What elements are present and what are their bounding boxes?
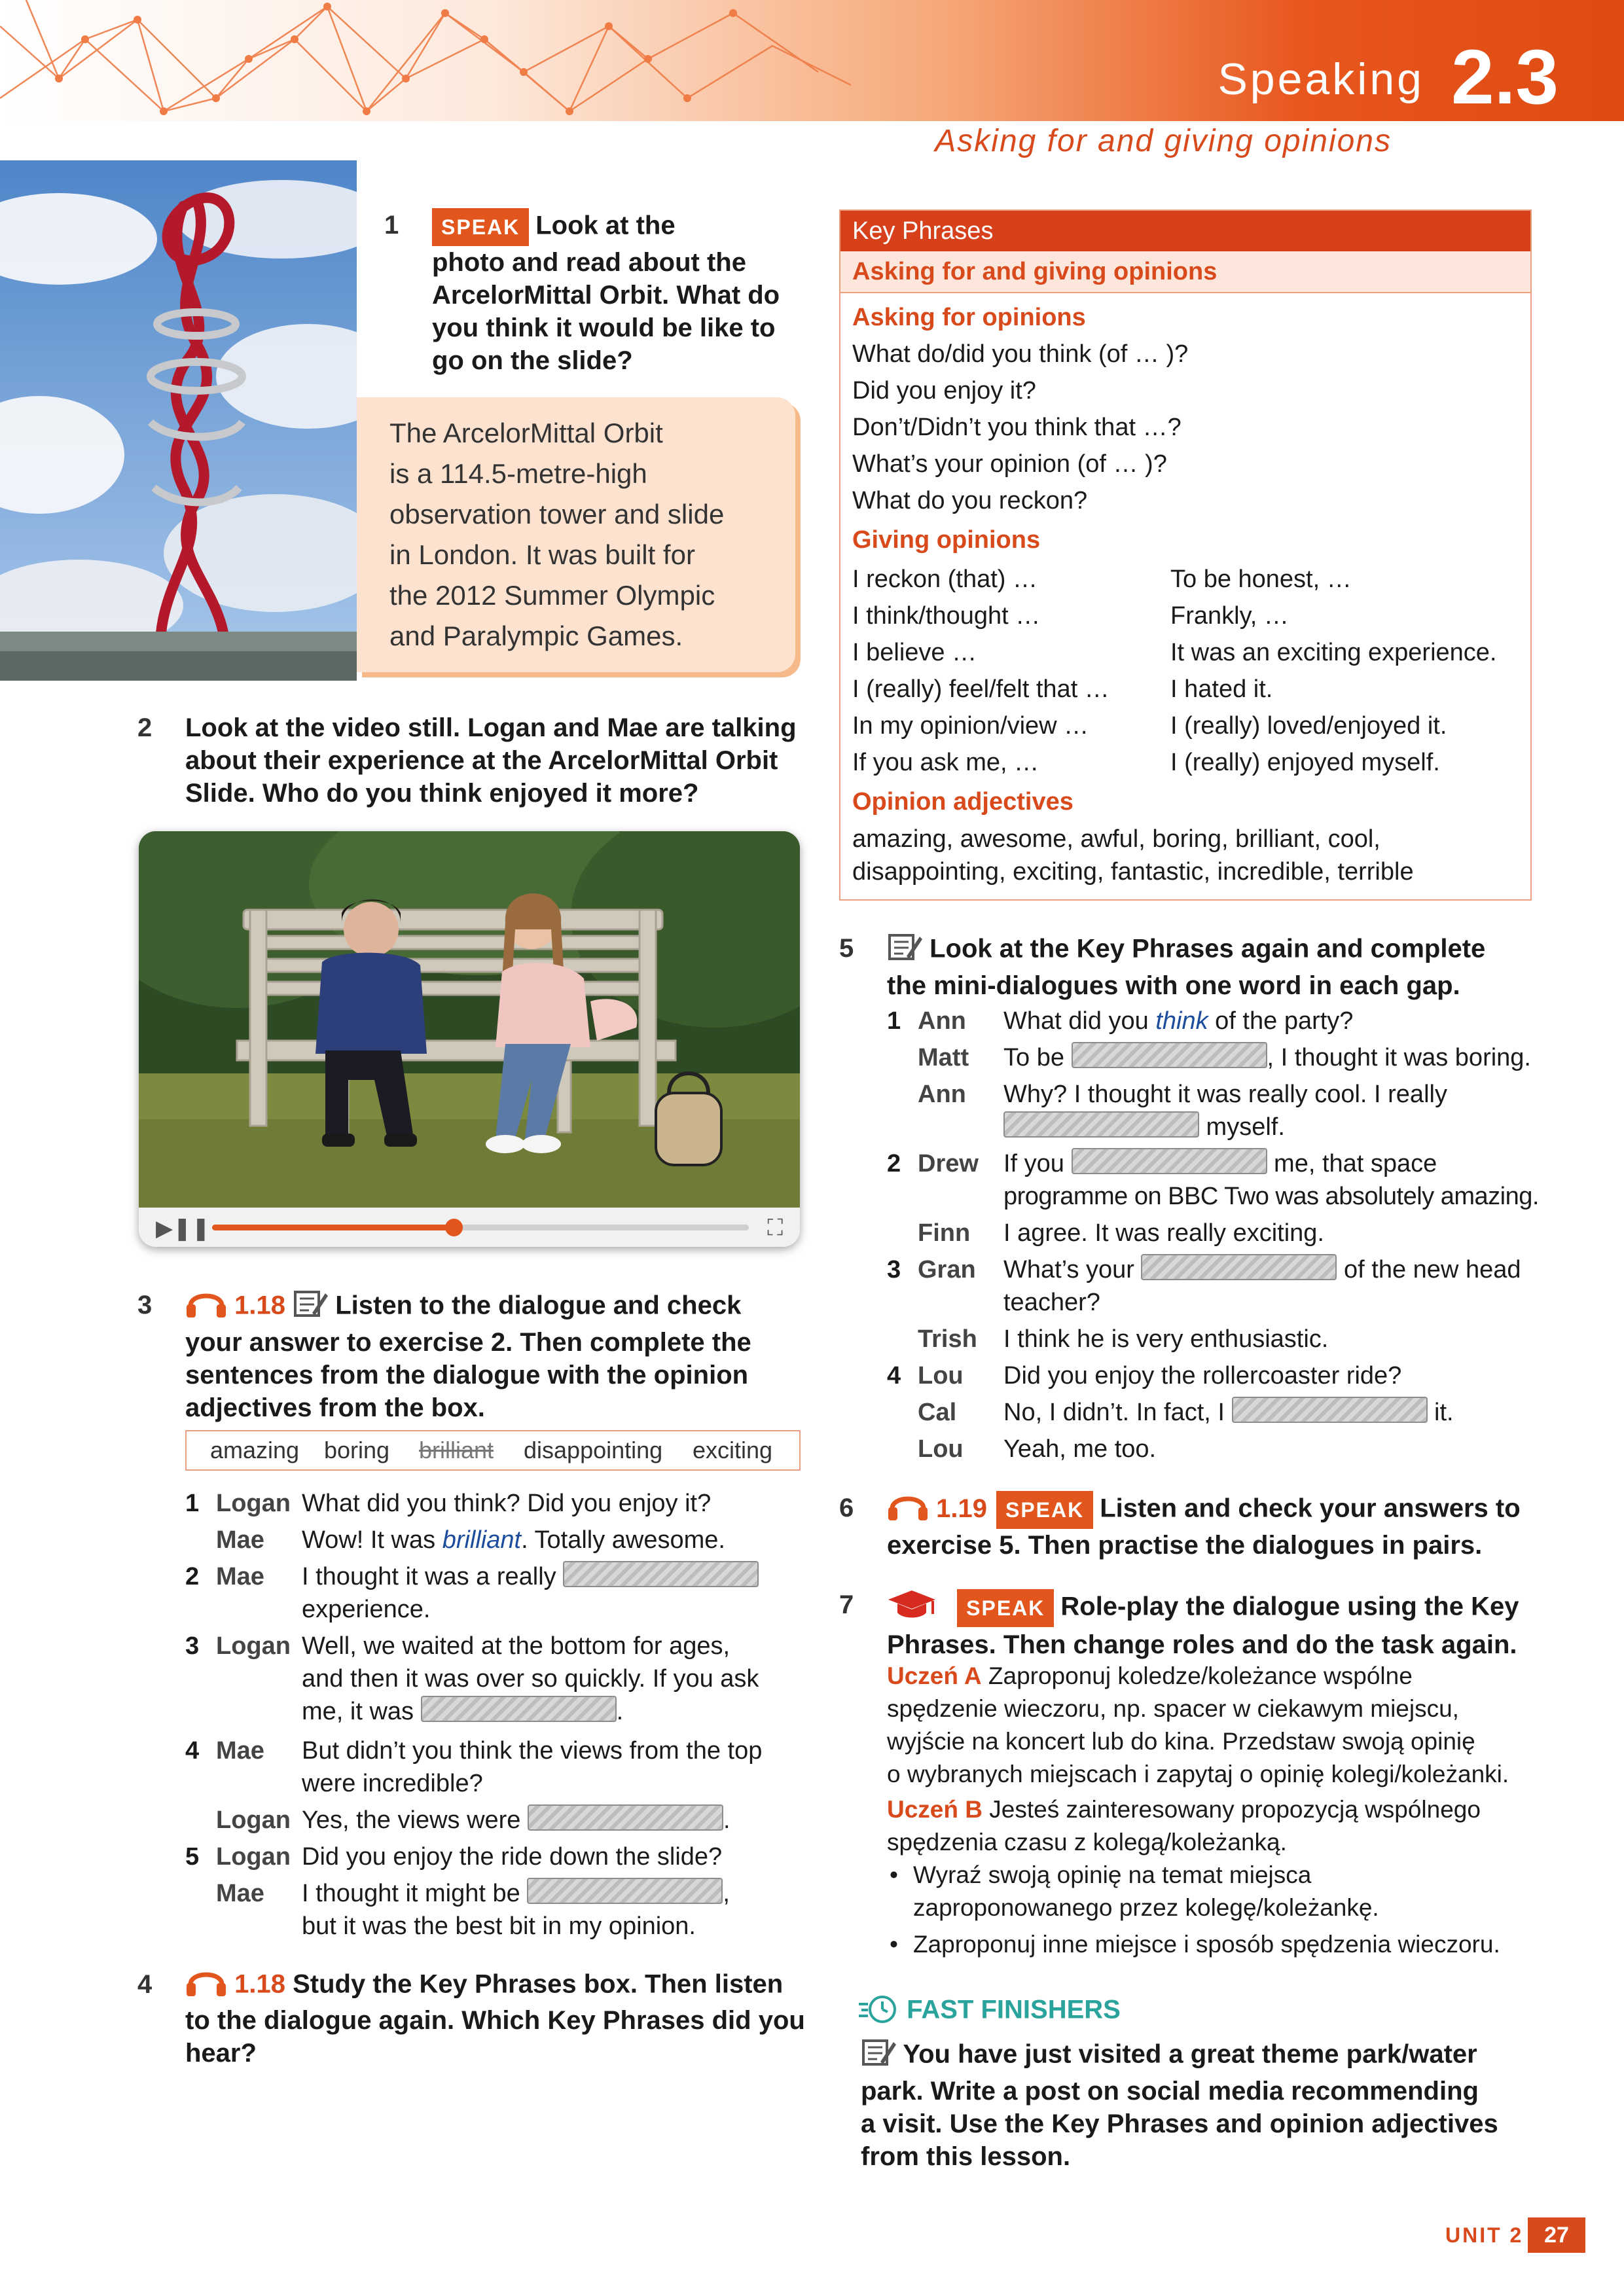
video-still xyxy=(139,831,800,1208)
progress-fill xyxy=(212,1225,454,1230)
exercise-5-number: 5 xyxy=(839,934,854,963)
adjectives-heading: Opinion adjectives xyxy=(852,788,1074,816)
adjective-list: amazing, awesome, awful, boring, brilliant, cool, xyxy=(852,825,1380,853)
dialogue-line: Logan Yes, the views were . xyxy=(185,1804,801,1840)
speak-badge: SPEAK xyxy=(957,1589,1054,1627)
bullet-item: • Zaproponuj inne miejsce i sposób spędzenia wieczoru. xyxy=(887,1928,1542,1961)
answer-gap[interactable] xyxy=(1232,1397,1428,1423)
dialogue-line: 4 Mae But didn’t you think the views from the top were incredible? xyxy=(185,1737,763,1797)
answer-gap[interactable] xyxy=(1003,1111,1199,1138)
video-player[interactable] xyxy=(139,831,800,1247)
section-label: Speaking xyxy=(1218,54,1424,104)
graduation-cap-icon xyxy=(887,1588,937,1628)
key-phrases-box xyxy=(839,209,1532,901)
dialogue-line: 1 Logan What did you think? Did you enjoy it? xyxy=(185,1490,712,1517)
phrase: I (really) loved/enjoyed it. xyxy=(1170,712,1447,740)
dialogue-line: 1 Ann What did you think of the party? xyxy=(887,1007,1354,1035)
progress-handle[interactable] xyxy=(445,1219,463,1236)
fullscreen-icon[interactable]: ⛶ xyxy=(767,1215,783,1240)
exercise-4-number: 4 xyxy=(137,1970,153,1999)
roleplay-instructions: Uczeń A Zaproponuj koledze/koleżance wspólne spędzenie wieczoru, np. spacer w ciekawym miejscu, wyjście na koncert lub do kina. Przedstaw swoją opinię o wybranych miejscach i zapytaj o opinię kolegi/koleżanki. Uczeń B Jesteś zainteresowany propozycją wspólnego spędzenia czasu z kolegą/koleżanką. • Wyraź swoją opinię na temat miejsca zaproponowanego przez kolegę/koleżankę. • Zaproponuj inne miejsce i sposób spędzenia wieczoru. xyxy=(887,1660,1542,1961)
play-pause-icon[interactable]: ▶❚❚ xyxy=(156,1216,211,1241)
answer-gap[interactable] xyxy=(563,1561,759,1587)
answer-gap[interactable] xyxy=(527,1878,723,1904)
fact-line: is a 114.5-metre-high xyxy=(389,458,647,489)
exercise-3-dialogue xyxy=(185,1487,801,1946)
exercise-7-number: 7 xyxy=(839,1590,854,1619)
key-phrases-subtitle: Asking for and giving opinions xyxy=(840,251,1530,293)
phrase: Frankly, … xyxy=(1170,602,1289,630)
key-phrases-title: Key Phrases xyxy=(840,211,1530,251)
answer-gap[interactable] xyxy=(421,1696,617,1722)
progress-track[interactable] xyxy=(212,1225,749,1230)
speak-badge: SPEAK xyxy=(996,1491,1093,1529)
word-box-item: boring xyxy=(324,1437,390,1463)
dialogue-line: Finn I agree. It was really exciting. xyxy=(918,1219,1324,1247)
phrase: In my opinion/view … xyxy=(852,712,1089,740)
track-number: 1.18 xyxy=(234,1969,285,1999)
headphones-icon[interactable] xyxy=(185,1967,227,2004)
answer-gap[interactable] xyxy=(1072,1148,1267,1174)
word-box-item: amazing xyxy=(210,1437,300,1463)
phrase: I think/thought … xyxy=(852,602,1041,630)
fact-line: observation tower and slide xyxy=(389,499,725,529)
phrase: If you ask me, … xyxy=(852,749,1039,776)
video-controls xyxy=(139,1208,800,1247)
phrase: I believe … xyxy=(852,639,977,666)
phrase: To be honest, … xyxy=(1170,565,1352,593)
word-box-item-used: brilliant xyxy=(419,1437,494,1463)
exercise-5-dialogues xyxy=(887,1005,1539,1469)
fact-line: and Paralympic Games. xyxy=(389,620,683,651)
asking-heading: Asking for opinions xyxy=(852,304,1086,331)
notebook-icon xyxy=(293,1288,328,1326)
bullet-item: • Wyraź swoją opinię na temat miejsca zaproponowanego przez kolegę/koleżankę. xyxy=(887,1859,1542,1924)
notebook-icon xyxy=(887,931,922,969)
adjective-list: disappointing, exciting, fantastic, incredible, terrible xyxy=(852,858,1414,886)
bullet-icon: • xyxy=(890,1931,898,1958)
phrase: I (really) enjoyed myself. xyxy=(1170,749,1440,776)
track-number: 1.19 xyxy=(936,1494,987,1523)
exercise-4-instruction: 1.18 Study the Key Phrases box. Then listen to the dialogue again. Which Key Phrases did you hear? xyxy=(185,1967,814,2070)
exercise-6-instruction: 1.19 SPEAK Listen and check your answers to exercise 5. Then practise the dialogues in pairs. xyxy=(887,1491,1535,1562)
phrase: What do/did you think (of … )? xyxy=(852,340,1189,368)
dialogue-line: 2 Drew If you me, that space programme on BBC Two was absolutely amazing. xyxy=(887,1147,1535,1217)
example-answer: brilliant xyxy=(442,1526,522,1554)
exercise-7-instruction: SPEAK Role-play the dialogue using the Key Phrases. Then change roles and do the task again. xyxy=(887,1588,1535,1661)
phrase: Did you enjoy it? xyxy=(852,377,1036,404)
phrase: I (really) feel/felt that … xyxy=(852,675,1110,703)
answer-gap[interactable] xyxy=(1141,1254,1337,1280)
stopwatch-icon xyxy=(857,1992,899,2030)
fact-line: The ArcelorMittal Orbit xyxy=(389,418,663,448)
dialogue-line: 2 Mae I thought it was a really experience. xyxy=(185,1560,801,1630)
section-number: 2.3 xyxy=(1451,34,1559,120)
exercise-1-instruction: SPEAK Look at the photo and read about the ArcelorMittal Orbit. What do you think it would be like to go on the slide? xyxy=(432,208,799,377)
notebook-icon xyxy=(861,2037,896,2075)
dialogue-line: Ann Why? I thought it was really cool. I really myself. xyxy=(918,1081,1447,1141)
fact-line: the 2012 Summer Olympic xyxy=(389,580,715,611)
dialogue-line: Trish I think he is very enthusiastic. xyxy=(918,1325,1329,1353)
speak-badge: SPEAK xyxy=(432,208,529,246)
answer-gap[interactable] xyxy=(528,1804,723,1831)
exercise-6-number: 6 xyxy=(839,1494,854,1522)
student-a-label: Uczeń A xyxy=(887,1662,982,1689)
dialogue-line: 5 Logan Did you enjoy the ride down the slide? xyxy=(185,1843,723,1871)
giving-heading: Giving opinions xyxy=(852,526,1041,554)
exercise-3-instruction: 1.18 Listen to the dialogue and check your answer to exercise 2. Then complete the sentences from the dialogue with the opinion adjectives from the box. xyxy=(185,1288,814,1424)
phrase: Don’t/Didn’t you think that …? xyxy=(852,414,1182,441)
network-pattern-decoration xyxy=(0,0,851,121)
dialogue-line: Cal No, I didn’t. In fact, I it. xyxy=(887,1396,1535,1433)
dialogue-line: Mae Wow! It was brilliant. Totally awesome. xyxy=(216,1526,725,1554)
fast-finishers-task: You have just visited a great theme park/water park. Write a post on social media recommending a visit. Use the Key Phrases and opinion adjectives from this lesson. xyxy=(861,2037,1515,2173)
exercise-3-number: 3 xyxy=(137,1291,153,1319)
example-answer: think xyxy=(1155,1007,1208,1035)
phrase: What do you reckon? xyxy=(852,487,1088,514)
exercise-5-instruction: Look at the Key Phrases again and complete the mini-dialogues with one word in each gap. xyxy=(887,931,1535,1002)
phrase: It was an exciting experience. xyxy=(1170,639,1497,666)
dialogue-line: Lou Yeah, me too. xyxy=(918,1435,1157,1463)
exercise-2-number: 2 xyxy=(137,713,153,742)
headphones-icon[interactable] xyxy=(887,1492,929,1528)
unit-label: UNIT 2 xyxy=(1445,2223,1524,2247)
fact-box xyxy=(357,397,795,672)
word-box xyxy=(185,1430,801,1471)
lesson-subtitle: Asking for and giving opinions xyxy=(935,124,1392,158)
exercise-1-number: 1 xyxy=(384,211,399,240)
student-b-label: Uczeń B xyxy=(887,1796,983,1823)
word-box-item: disappointing xyxy=(524,1437,663,1463)
phrase: I reckon (that) … xyxy=(852,565,1038,593)
page-number: 27 xyxy=(1528,2217,1585,2253)
headphones-icon[interactable] xyxy=(185,1289,227,1325)
fast-finishers-heading: FAST FINISHERS xyxy=(857,1992,1121,2030)
dialogue-line: 4 Lou Did you enjoy the rollercoaster ride? xyxy=(887,1362,1402,1390)
word-box-item: exciting xyxy=(693,1437,773,1463)
dialogue-line: Matt To be , I thought it was boring. xyxy=(887,1041,1535,1078)
orbit-photo xyxy=(0,160,357,681)
exercise-2-instruction: Look at the video still. Logan and Mae are talking about their experience at the ArcelorMittal Orbit Slide. Who do you think enjoyed it more? xyxy=(185,713,797,808)
phrase: What’s your opinion (of … )? xyxy=(852,450,1167,478)
dialogue-line: 3 Gran What’s your of the new head teacher? xyxy=(887,1253,1535,1323)
phrase: I hated it. xyxy=(1170,675,1273,703)
page-header xyxy=(0,0,1624,121)
dialogue-line: 3 Logan Well, we waited at the bottom for ages, and then it was over so quickly. If you ask me, it was . xyxy=(185,1632,759,1725)
track-number: 1.18 xyxy=(234,1291,285,1320)
fact-line: in London. It was built for xyxy=(389,539,695,570)
dialogue-line: Mae I thought it might be , but it was the best bit in my opinion. xyxy=(185,1877,801,1946)
bullet-icon: • xyxy=(890,1861,898,1888)
answer-gap[interactable] xyxy=(1072,1042,1267,1068)
